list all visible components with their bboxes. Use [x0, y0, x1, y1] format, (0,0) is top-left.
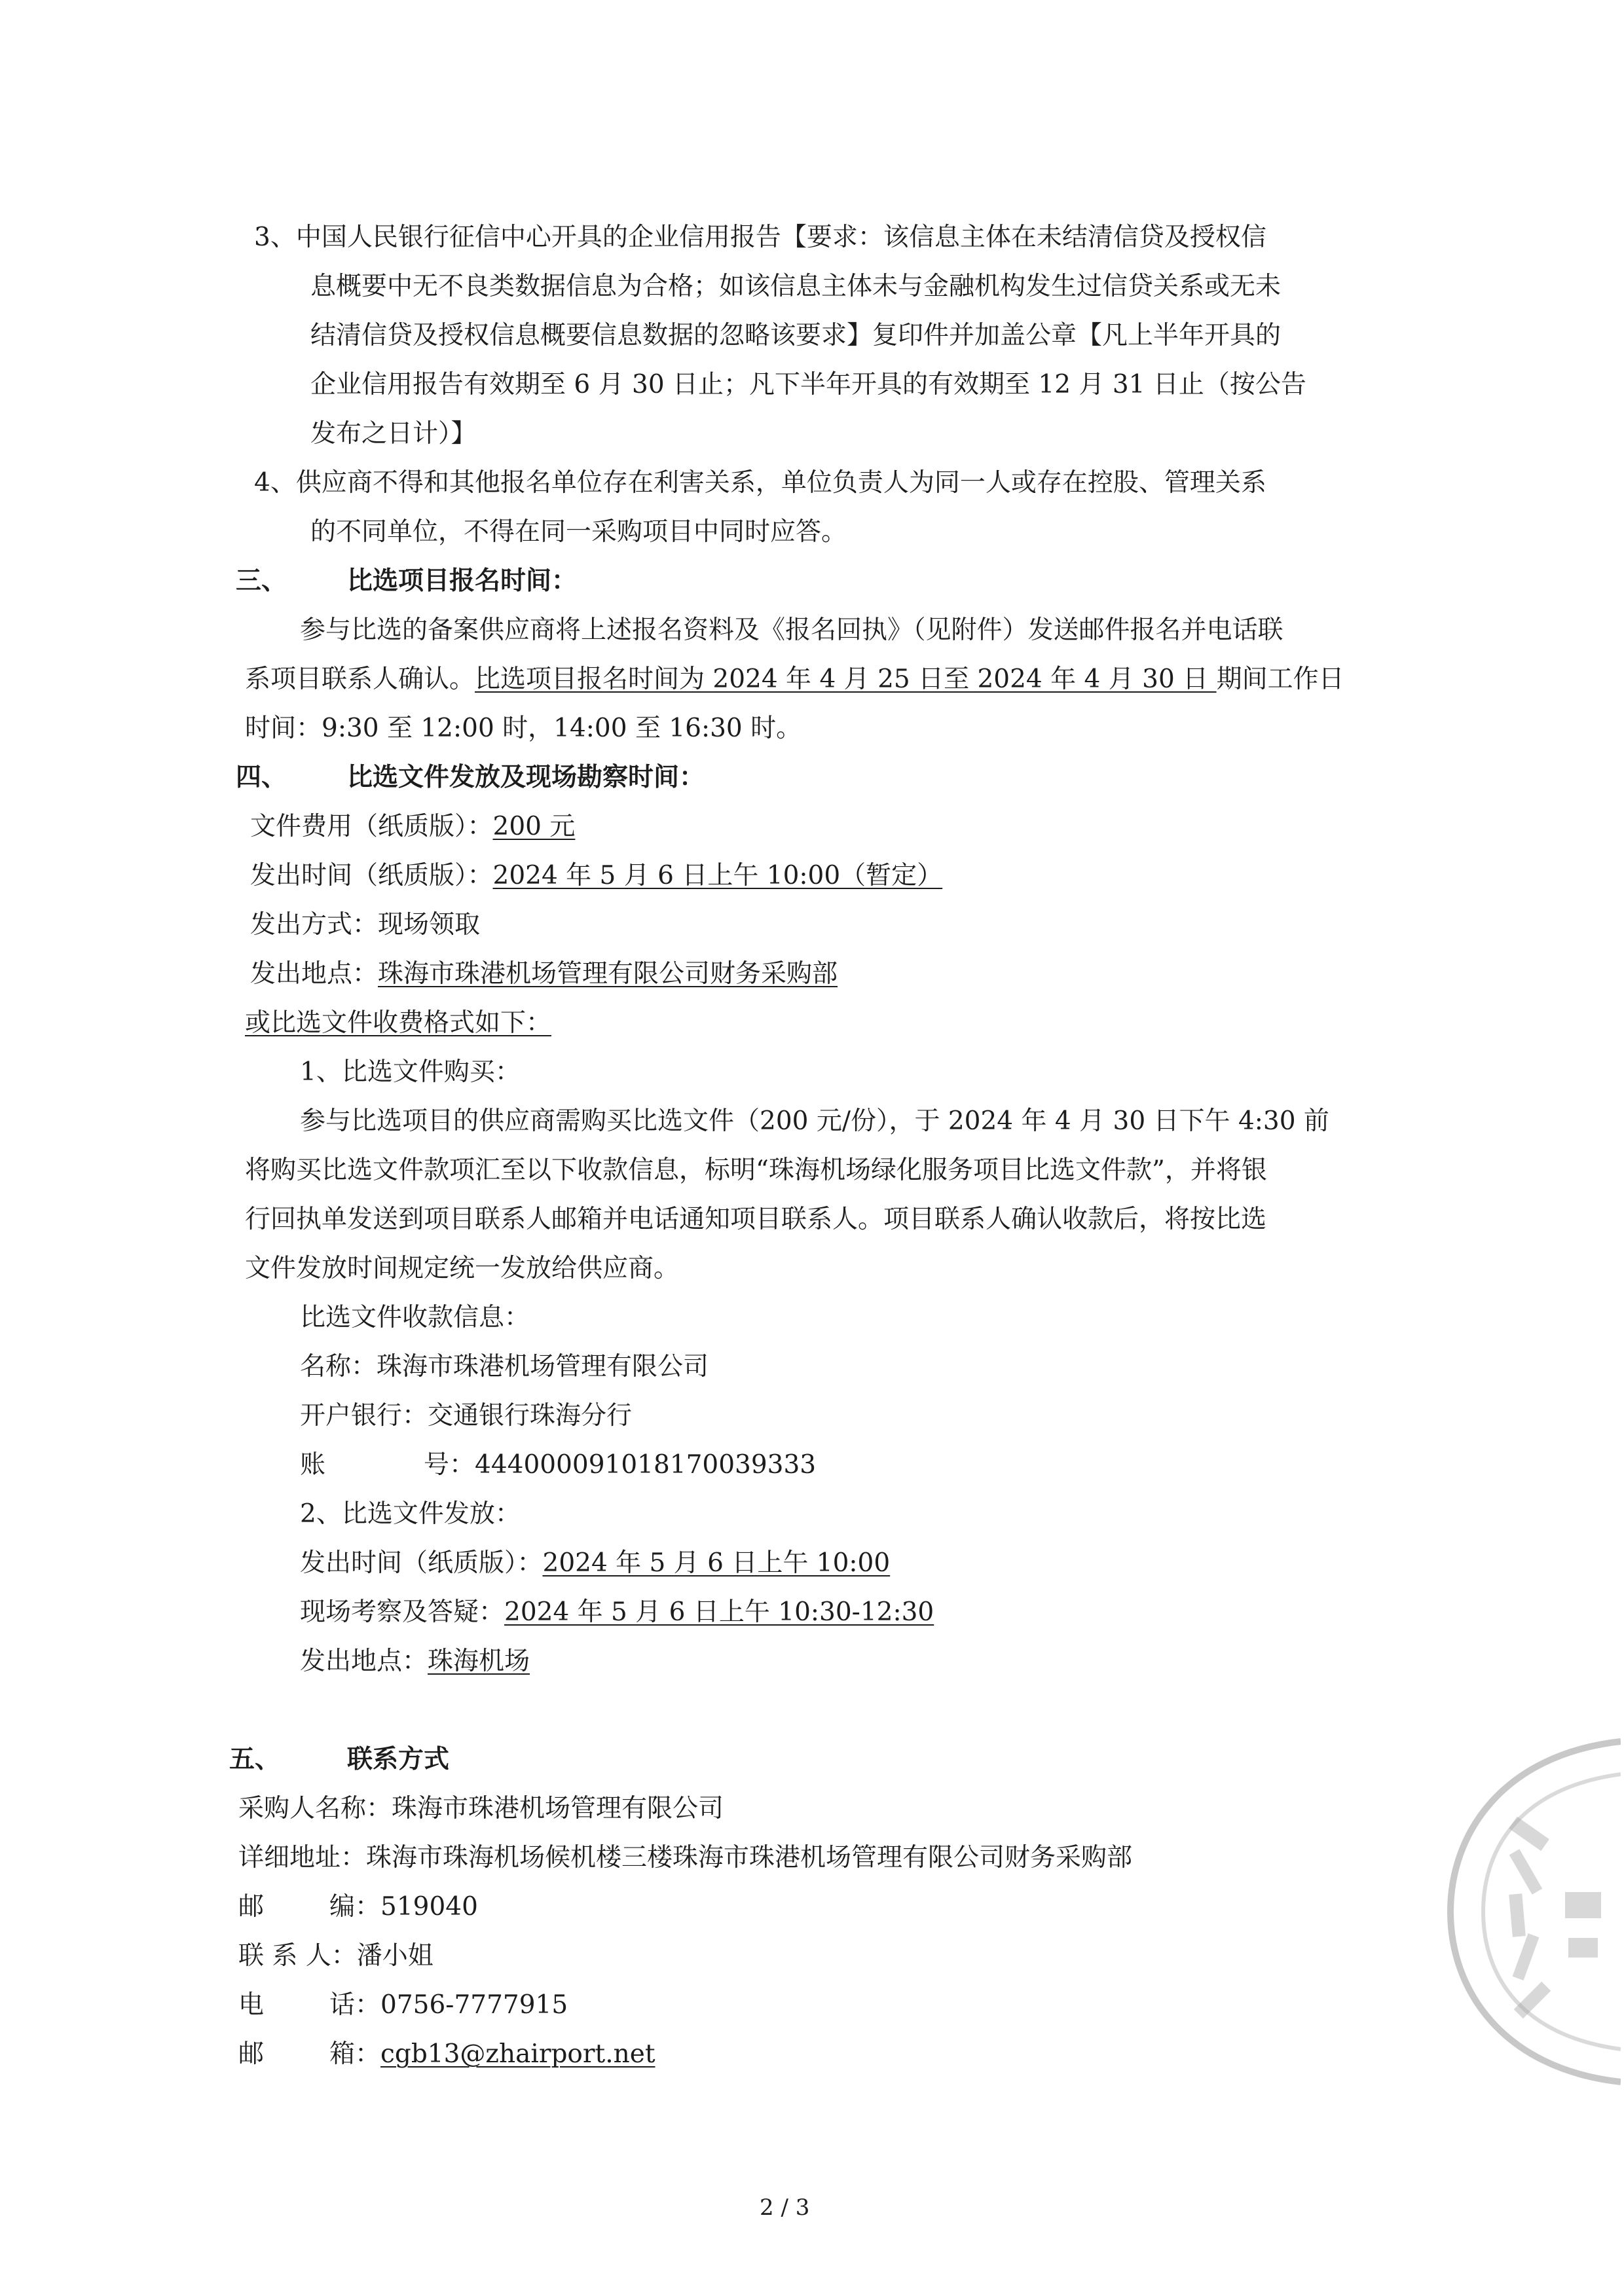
section-4-title: 比选文件发放及现场勘察时间：	[347, 763, 705, 792]
site-visit-time-value: 2024 年 5 月 6 日上午 10:30-12:30	[504, 1597, 934, 1627]
purchase-para-line-2: 将购买比选文件款项汇至以下收款信息，标明“珠海机场绿化服务项目比选文件款”，并将银	[245, 1156, 1267, 1185]
purchase-para-line-3: 行回执单发送到项目联系人邮箱并电话通知项目联系人。项目联系人确认收款后，将按比选	[245, 1205, 1267, 1234]
req3-line-1: 3、中国人民银行征信中心开具的企业信用报告【要求：该信息主体在未结清信贷及授权信	[254, 223, 1266, 252]
email-address[interactable]: cgb13@zhairport.net	[380, 2039, 655, 2069]
section-3-number: 三、	[236, 566, 287, 596]
receipt-name: 名称：珠海市珠港机场管理有限公司	[300, 1352, 709, 1381]
purchase-title: 1、比选文件购买：	[300, 1057, 521, 1087]
issue-place: 发出地点：珠海市珠港机场管理有限公司财务采购部	[250, 959, 838, 989]
req4-line-1: 4、供应商不得和其他报名单位存在利害关系，单位负责人为同一人或存在控股、管理关系	[254, 468, 1266, 498]
official-seal-fragment	[1424, 1728, 1621, 2095]
alternative-fee-heading: 或比选文件收费格式如下：	[245, 1008, 552, 1038]
contact-person: 联 系 人：潘小姐	[238, 1941, 434, 1971]
req3-line-5: 发布之日计）】	[310, 419, 477, 448]
section-3-para-line-2: 系项目联系人确认。比选项目报名时间为 2024 年 4 月 25 日至 2024 年 4 月 30 日 期间工作日	[245, 665, 1344, 694]
page-number: 2 / 3	[760, 2195, 810, 2221]
distribution-place: 发出地点：珠海机场	[300, 1647, 530, 1676]
buyer-address: 详细地址：珠海市珠海机场候机楼三楼珠海市珠港机场管理有限公司财务采购部	[238, 1843, 1133, 1872]
distribution-place-value: 珠海机场	[428, 1647, 530, 1676]
email: 邮 箱：cgb13@zhairport.net	[238, 2039, 655, 2069]
req4-line-2: 的不同单位，不得在同一采购项目中同时应答。	[310, 517, 847, 547]
req3-line-3: 结清信贷及授权信息概要信息数据的忽略该要求】复印件并加盖公章【凡上半年开具的	[310, 321, 1282, 350]
document-fee: 文件费用（纸质版）：200 元	[250, 812, 576, 841]
section-4-number: 四、	[236, 763, 287, 792]
document-fee-value: 200 元	[492, 812, 576, 841]
section-3-para-line-3: 时间：9:30 至 12:00 时，14:00 至 16:30 时。	[245, 714, 802, 743]
receipt-account: 账 号：444000091018170039333	[300, 1450, 817, 1480]
purchase-para-line-4: 文件发放时间规定统一发放给供应商。	[245, 1254, 680, 1283]
distribution-time-value: 2024 年 5 月 6 日上午 10:00	[542, 1548, 891, 1578]
distribution-time: 发出时间（纸质版）：2024 年 5 月 6 日上午 10:00	[300, 1548, 891, 1578]
issue-time-value: 2024 年 5 月 6 日上午 10:00（暂定）	[492, 861, 943, 890]
distribution-title: 2、比选文件发放：	[300, 1499, 521, 1529]
section-3-para-line-1: 参与比选的备案供应商将上述报名资料及《报名回执》（见附件）发送邮件报名并电话联	[300, 615, 1283, 645]
postal-code: 邮 编：519040	[238, 1892, 478, 1922]
section-3-title: 比选项目报名时间：	[347, 566, 578, 596]
purchase-para-line-1: 参与比选项目的供应商需购买比选文件（200 元/份），于 2024 年 4 月 30 日下午 4:30 前	[300, 1106, 1329, 1136]
registration-period: 比选项目报名时间为 2024 年 4 月 25 日至 2024 年 4 月 30 日	[475, 665, 1217, 694]
issue-time: 发出时间（纸质版）：2024 年 5 月 6 日上午 10:00（暂定）	[250, 861, 943, 890]
section-5-title: 联系方式	[347, 1745, 450, 1774]
receipt-bank: 开户银行：交通银行珠海分行	[300, 1401, 633, 1430]
site-visit-time: 现场考察及答疑：2024 年 5 月 6 日上午 10:30-12:30	[300, 1597, 934, 1627]
telephone: 电 话：0756-7777915	[238, 1990, 568, 2020]
account-number: 444000091018170039333	[475, 1450, 817, 1480]
receipt-info-title: 比选文件收款信息：	[300, 1303, 530, 1332]
buyer-name: 采购人名称：珠海市珠港机场管理有限公司	[238, 1794, 724, 1823]
section-5-number: 五、	[229, 1745, 281, 1774]
issue-method: 发出方式：现场领取	[250, 910, 481, 939]
issue-place-value: 珠海市珠港机场管理有限公司财务采购部	[378, 959, 838, 989]
req3-line-2: 息概要中无不良类数据信息为合格；如该信息主体未与金融机构发生过信贷关系或无未	[310, 272, 1282, 301]
req3-line-4: 企业信用报告有效期至 6 月 30 日止；凡下半年开具的有效期至 12 月 31 日止（按公告	[310, 370, 1306, 399]
